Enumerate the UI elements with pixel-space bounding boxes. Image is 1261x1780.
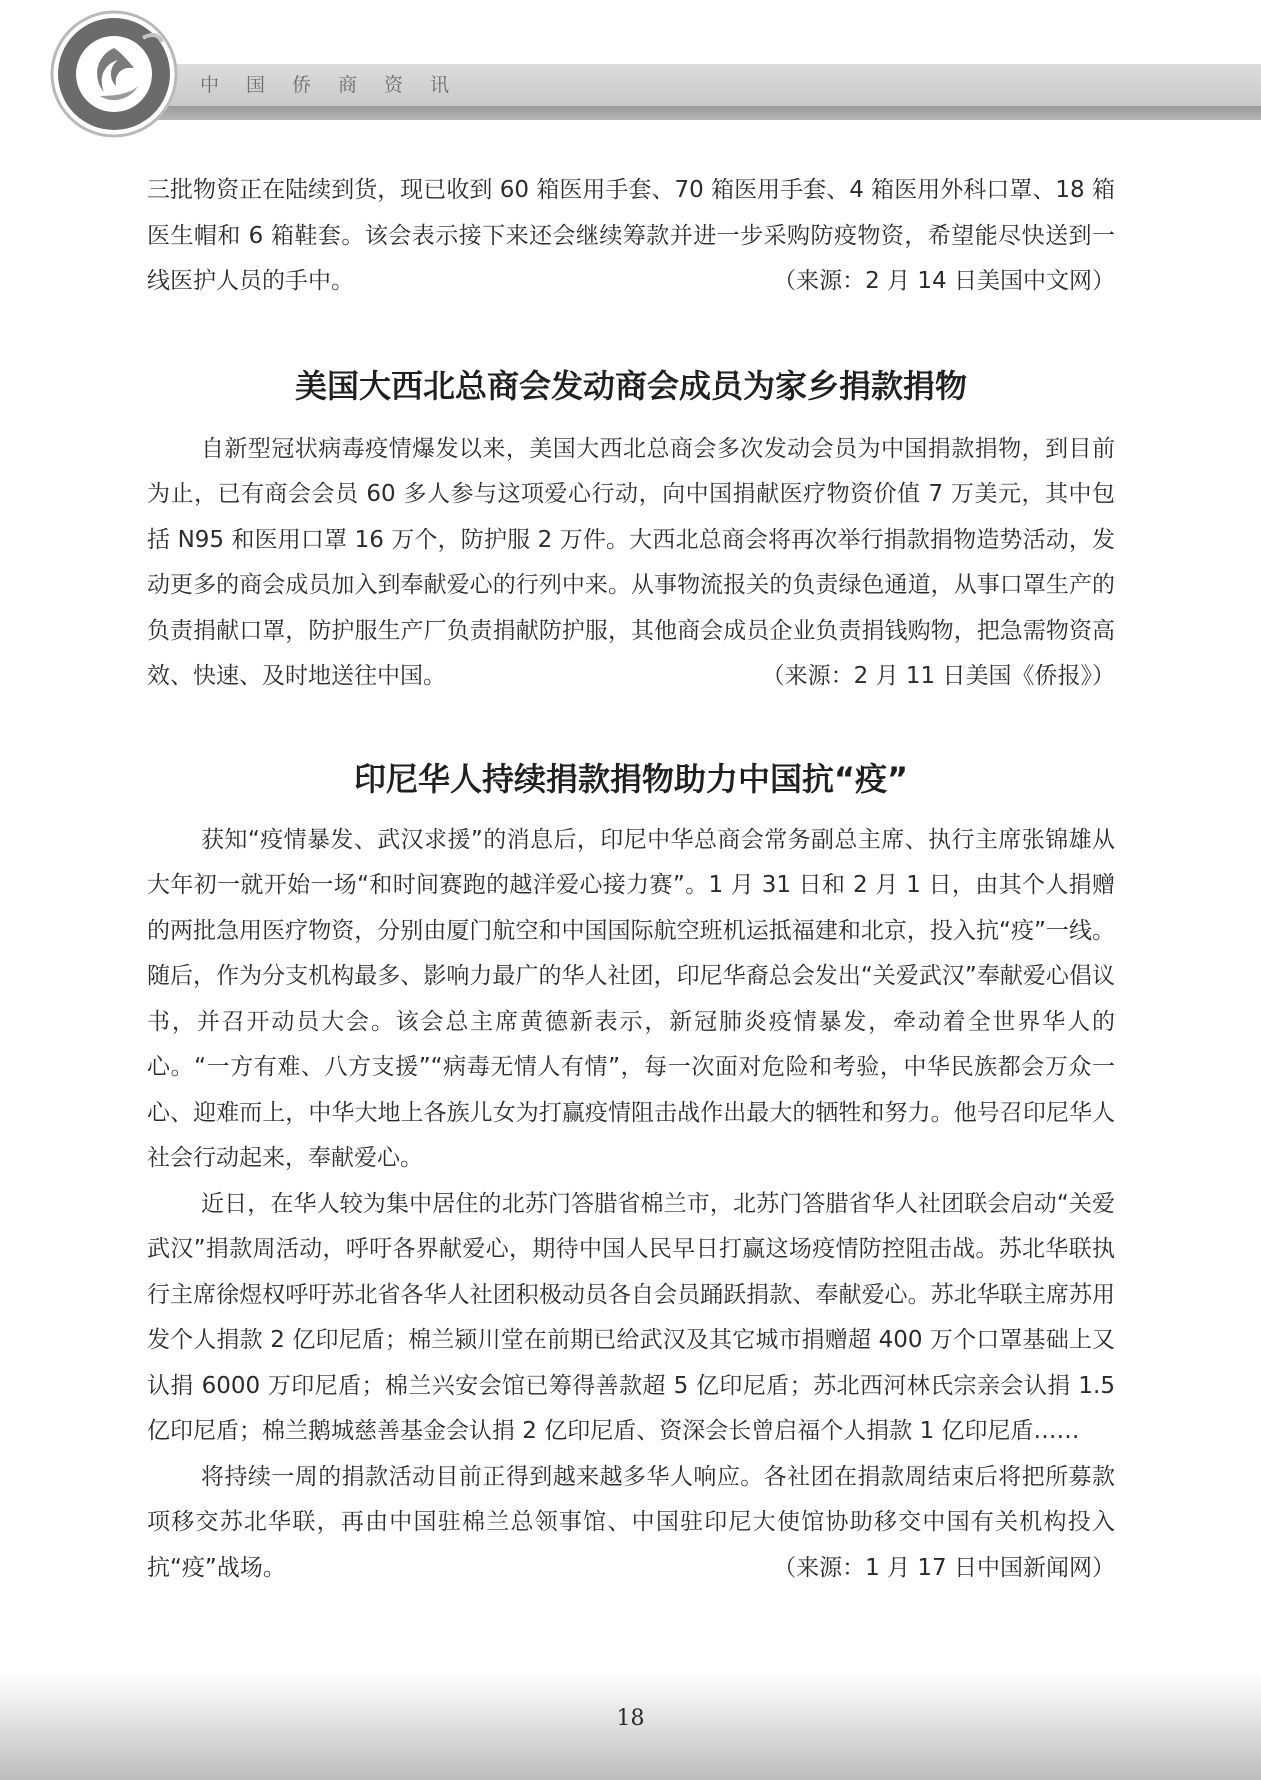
- swirl-emblem-icon: [48, 8, 180, 140]
- paragraph-text: 将持续一周的捐款活动目前正得到越来越多华人响应。各社团在捐款周结束后将把所募款项移交苏北华联，再由中国驻棉兰总领事馆、中国驻印尼大使馆协助移交中国有关机构投入抗“疫”战场。: [147, 1463, 1115, 1581]
- article-title: 印尼华人持续捐款捐物助力中国抗“疫”: [353, 759, 909, 798]
- header-title: 中国侨商资讯: [200, 74, 477, 96]
- article-paragraph: [147, 1455, 1115, 1592]
- source-citation: （来源：2 月 14 日美国中文网）: [773, 268, 1115, 294]
- article-body: [147, 168, 1115, 1591]
- paragraph-text: 三批物资正在陆续到货，现已收到 60 箱医用手套、70 箱医用手套、4 箱医用外科口罩、18 箱医生帽和 6 箱鞋套。该会表示接下来还会继续筹款并进一步采购防疫物资，希望能尽快送到一线医护人员的手中。: [147, 177, 1115, 294]
- header-band-shadow: [150, 106, 1261, 120]
- page-number: 18: [616, 1706, 645, 1731]
- article-paragraph: [147, 427, 1115, 700]
- article-paragraph: 获知“疫情暴发、武汉求援”的消息后，印尼中华总商会常务副总主席、执行主席张锦雄从大年初一就开始一场“和时间赛跑的越洋爱心接力赛”。1 月 31 日和 2 月 1 日，由其个人捐赠的两批急用医疗物资，分别由厦门航空和中国国际航空班机运抵福建和北京，投入抗“疫”一线。随后，作为分支机构最多、影响力最广的华人社团，印尼华裔总会发出“关爱武汉”奉献爱心倡议书，并召开动员大会。该会总主席黄德新表示，新冠肺炎疫情暴发，牵动着全世界华人的心。“一方有难、八方支援”“病毒无情人有情”，每一次面对危险和考验，中华民族都会万众一心、迎难而上，中华大地上各族儿女为打赢疫情阻击战作出最大的牺牲和努力。他号召印尼华人社会行动起来，奉献爱心。: [147, 826, 1115, 1171]
- paragraph-text: 自新型冠状病毒疫情爆发以来，美国大西北总商会多次发动会员为中国捐款捐物，到目前为止，已有商会会员 60 多人参与这项爱心行动，向中国捐献医疗物资价值 7 万美元，其中包括 N95 和医用口罩 16 万个，防护服 2 万件。大西北总商会将再次举行捐款捐物造势活动，发动更多的商会成员加入到奉献爱心的行列中来。从事物流报关的负责绿色通道，从事口罩生产的负责捐献口罩，防护服生产厂负责捐献防护服，其他商会成员企业负责捐钱购物，把急需物资高效、快速、及时地送往中国。: [147, 435, 1115, 689]
- article-paragraph: 近日，在华人较为集中居住的北苏门答腊省棉兰市，北苏门答腊省华人社团联会启动“关爱武汉”捐款周活动，呼吁各界献爱心，期待中国人民早日打赢这场疫情防控阻击战。苏北华联执行主席徐煜权呼吁苏北省各华人社团积极动员各自会员踊跃捐款、奉献爱心。苏北华联主席苏用发个人捐款 2 亿印尼盾；棉兰颍川堂在前期已给武汉及其它城市捐赠超 400 万个口罩基础上又认捐 6000 万印尼盾；棉兰兴安会馆已筹得善款超 5 亿印尼盾；苏北西河林氏宗亲会认捐 1.5 亿印尼盾；棉兰鹅城慈善基金会认捐 2 亿印尼盾、资深会长曾启福个人捐款 1 亿印尼盾……: [147, 1190, 1115, 1444]
- source-citation: （来源：1 月 17 日中国新闻网）: [773, 1554, 1115, 1581]
- article-paragraph: [147, 168, 1115, 305]
- article-title: 美国大西北总商会发动商会成员为家乡捐款捐物: [294, 366, 967, 405]
- source-citation: （来源：2 月 11 日美国《侨报》）: [761, 663, 1115, 689]
